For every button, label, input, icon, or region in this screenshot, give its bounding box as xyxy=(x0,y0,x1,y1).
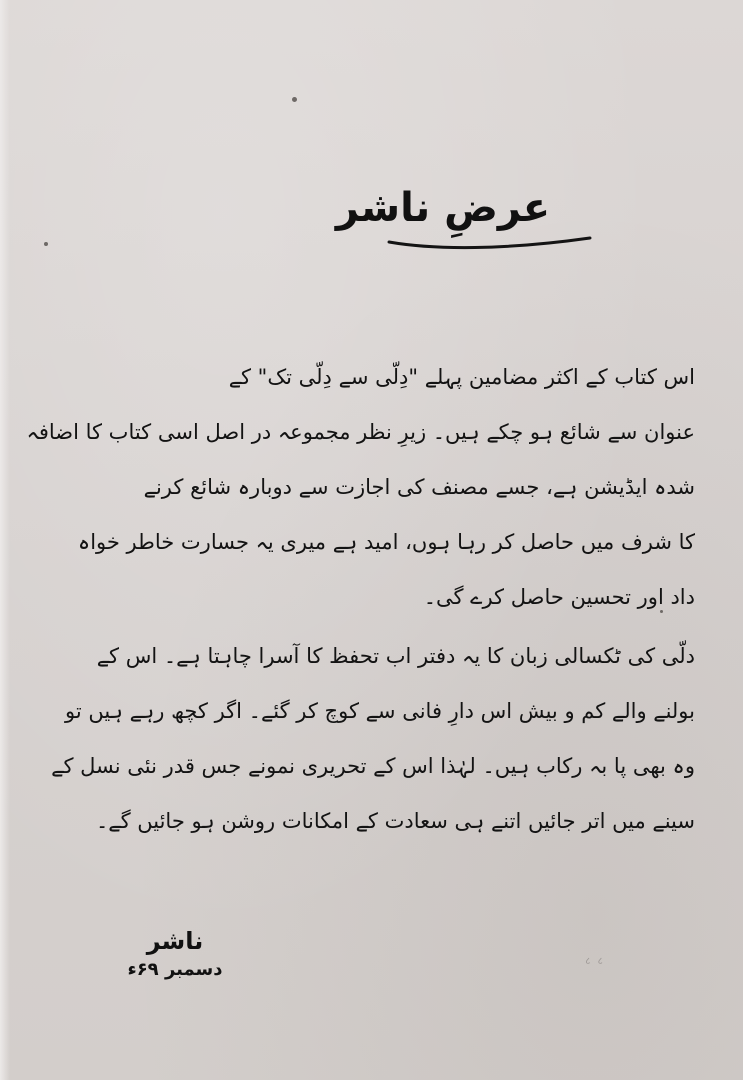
page-edge xyxy=(0,0,10,1080)
text-line: کا شرف میں حاصل کر رہا ہوں، امید ہے میری یہ جسارت خاطر خواہ xyxy=(77,530,695,554)
paper-speck xyxy=(660,610,663,613)
text-line: اس کتاب کے اکثر مضامین پہلے "دِلّی سے دِلّی تک" کے xyxy=(228,365,695,389)
text-line: دلّی کی ٹکسالی زبان کا یہ دفتر اب تحفظ کا آسرا چاہتا ہے۔ اس کے xyxy=(96,644,695,668)
paper-speck xyxy=(292,97,297,102)
body-text xyxy=(26,350,695,849)
signature-name: ناشر xyxy=(146,927,204,955)
text-line: بولنے والے کم و بیش اس دارِ فانی سے کوچ کر گئے۔ اگر کچھ رہے ہیں تو xyxy=(64,699,695,723)
text-line: عنوان سے شائع ہو چکے ہیں۔ زیرِ نظر مجموعہ در اصل اسی کتاب کا اضافہ xyxy=(26,420,695,444)
library-stamp: ८ ८ xyxy=(585,956,605,967)
signature-block xyxy=(120,925,230,983)
paragraph-2 xyxy=(51,629,695,849)
text-line: سینے میں اتر جائیں اتنے ہی سعادت کے امکانات روشن ہو جائیں گے۔ xyxy=(95,809,695,833)
paragraph-1 xyxy=(26,350,695,625)
page-title: عرضِ ناشر xyxy=(335,185,551,231)
signature-date: دسمبر ۶۹ء xyxy=(127,959,223,980)
text-line: وہ بھی پا بہ رکاب ہیں۔ لہٰذا اس کے تحریری نمونے جس قدر نئی نسل کے xyxy=(51,754,695,778)
paper-speck xyxy=(44,242,48,246)
text-line: داد اور تحسین حاصل کرے گی۔ xyxy=(423,585,695,609)
text-line: شدہ ایڈیشن ہے، جسے مصنف کی اجازت سے دوبارہ شائع کرنے xyxy=(143,475,695,499)
title-flourish xyxy=(385,232,595,252)
